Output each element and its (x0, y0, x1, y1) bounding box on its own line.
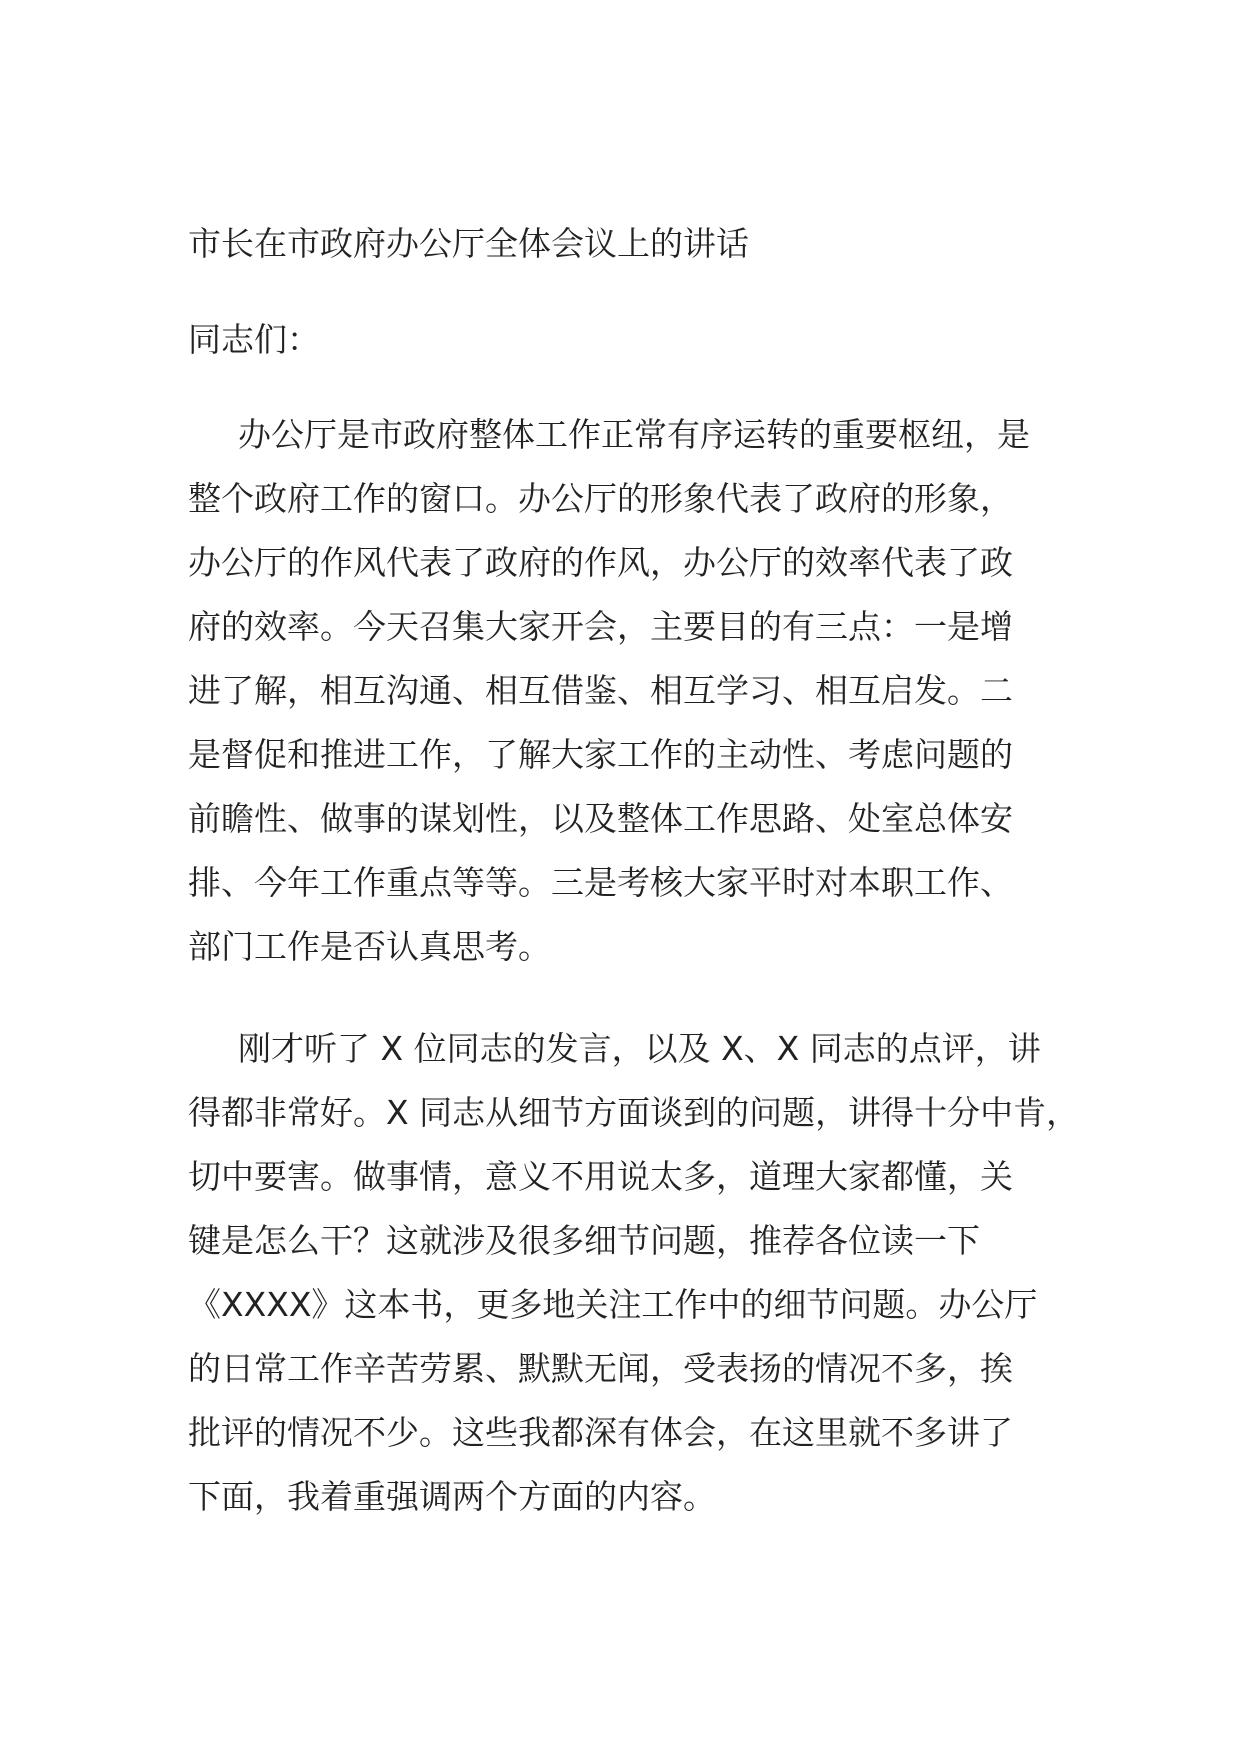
paragraph-line: 键是怎么干？这就涉及很多细节问题，推荐各位读一下 (188, 1221, 980, 1260)
paragraph-line: 部门工作是否认真思考。 (188, 927, 551, 966)
paragraph-line: 前瞻性、做事的谋划性，以及整体工作思路、处室总体安 (188, 799, 1013, 838)
paragraph-line: 刚才听了 X 位同志的发言，以及 X、X 同志的点评，讲 (238, 1029, 1041, 1068)
paragraph-line: 《XXXX》这本书，更多地关注工作中的细节问题。办公厅 (188, 1285, 1038, 1324)
paragraph-line: 排、今年工作重点等等。三是考核大家平时对本职工作、 (188, 863, 1013, 902)
paragraph-line: 办公厅的作风代表了政府的作风，办公厅的效率代表了政 (188, 543, 1013, 582)
paragraph-line: 的日常工作辛苦劳累、默默无闻，受表扬的情况不多，挨 (188, 1349, 1013, 1388)
paragraph-line: 整个政府工作的窗口。办公厅的形象代表了政府的形象， (188, 479, 1013, 518)
document-title: 市长在市政府办公厅全体会议上的讲话 (188, 224, 749, 263)
paragraph-line: 办公厅是市政府整体工作正常有序运转的重要枢纽，是 (238, 415, 1030, 454)
paragraph-line: 下面，我着重强调两个方面的内容。 (188, 1477, 716, 1516)
paragraph-line: 批评的情况不少。这些我都深有体会，在这里就不多讲了 (188, 1413, 1013, 1452)
document-page (188, 0, 1080, 1754)
paragraph-line: 进了解，相互沟通、相互借鉴、相互学习、相互启发。二 (188, 671, 1013, 710)
paragraph-2 (188, 1017, 1080, 1529)
paragraph-line: 得都非常好。X 同志从细节方面谈到的问题，讲得十分中肯， (188, 1093, 1080, 1132)
greeting: 同志们： (188, 320, 320, 359)
paragraph-line: 切中要害。做事情，意义不用说太多，道理大家都懂，关 (188, 1157, 1013, 1196)
paragraph-line: 是督促和推进工作，了解大家工作的主动性、考虑问题的 (188, 735, 1013, 774)
paragraph-line: 府的效率。今天召集大家开会，主要目的有三点：一是增 (188, 607, 1013, 646)
paragraph-1 (188, 403, 1080, 979)
